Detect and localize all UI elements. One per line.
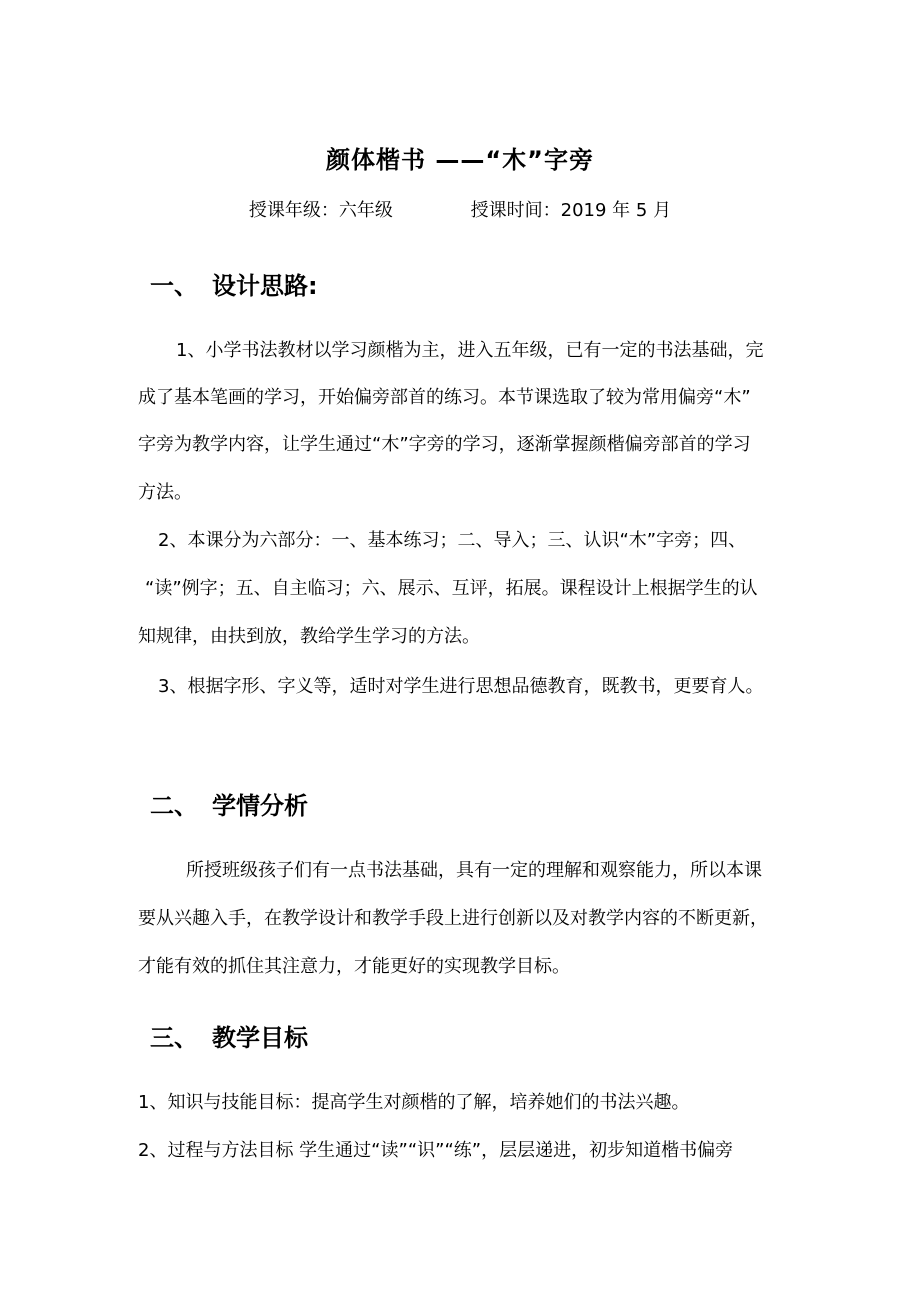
paragraph-line: 知规律，由扶到放，教给学生学习的方法。	[138, 626, 480, 647]
lesson-meta	[0, 196, 920, 222]
paragraph-line: 成了基本笔画的学习，开始偏旁部首的练习。本节课选取了较为常用偏旁“木”	[138, 387, 751, 408]
section-title: 设计思路:	[212, 272, 318, 300]
section-number: 三、	[150, 1024, 198, 1052]
paragraph-line: 方法。	[138, 482, 192, 503]
paragraph-line: 要从兴趣入手，在教学设计和教学手段上进行创新以及对教学内容的不断更新，	[138, 908, 768, 929]
paragraph-line: 所授班级孩子们有一点书法基础，具有一定的理解和观察能力，所以本课	[186, 860, 762, 881]
section-title: 学情分析	[212, 792, 308, 820]
section-number: 一、	[150, 272, 198, 300]
section-title: 教学目标	[212, 1024, 308, 1052]
section-heading-goals	[150, 1018, 308, 1053]
paragraph-line: 3、根据字形、字义等，适时对学生进行思想品德教育，既教书，更要育人。	[158, 676, 764, 697]
paragraph-line: 才能有效的抓住其注意力，才能更好的实现教学目标。	[138, 956, 570, 977]
section-heading-analysis	[150, 786, 308, 821]
paragraph-line: “读”例字；五、自主临习；六、展示、互评，拓展。课程设计上根据学生的认	[145, 578, 758, 599]
paragraph-line: 2、本课分为六部分：一、基本练习；二、导入；三、认识“木”字旁；四、	[158, 530, 747, 551]
time-label: 授课时间：2019 年 5 月	[470, 200, 672, 221]
list-item: 2、过程与方法目标 学生通过“读”“识”“练”，层层递进，初步知道楷书偏旁	[138, 1140, 734, 1161]
paragraph-line: 字旁为教学内容，让学生通过“木”字旁的学习，逐渐掌握颜楷偏旁部首的学习	[138, 434, 751, 455]
paragraph-line: 1、小学书法教材以学习颜楷为主，进入五年级，已有一定的书法基础，完	[176, 340, 764, 361]
section-heading-design	[150, 266, 318, 301]
list-item: 1、知识与技能目标：提高学生对颜楷的了解，培养她们的书法兴趣。	[138, 1092, 690, 1113]
grade-label: 授课年级：六年级	[248, 200, 393, 221]
section-number: 二、	[150, 792, 198, 820]
document-title: 颜体楷书 ——“木”字旁	[326, 146, 594, 174]
